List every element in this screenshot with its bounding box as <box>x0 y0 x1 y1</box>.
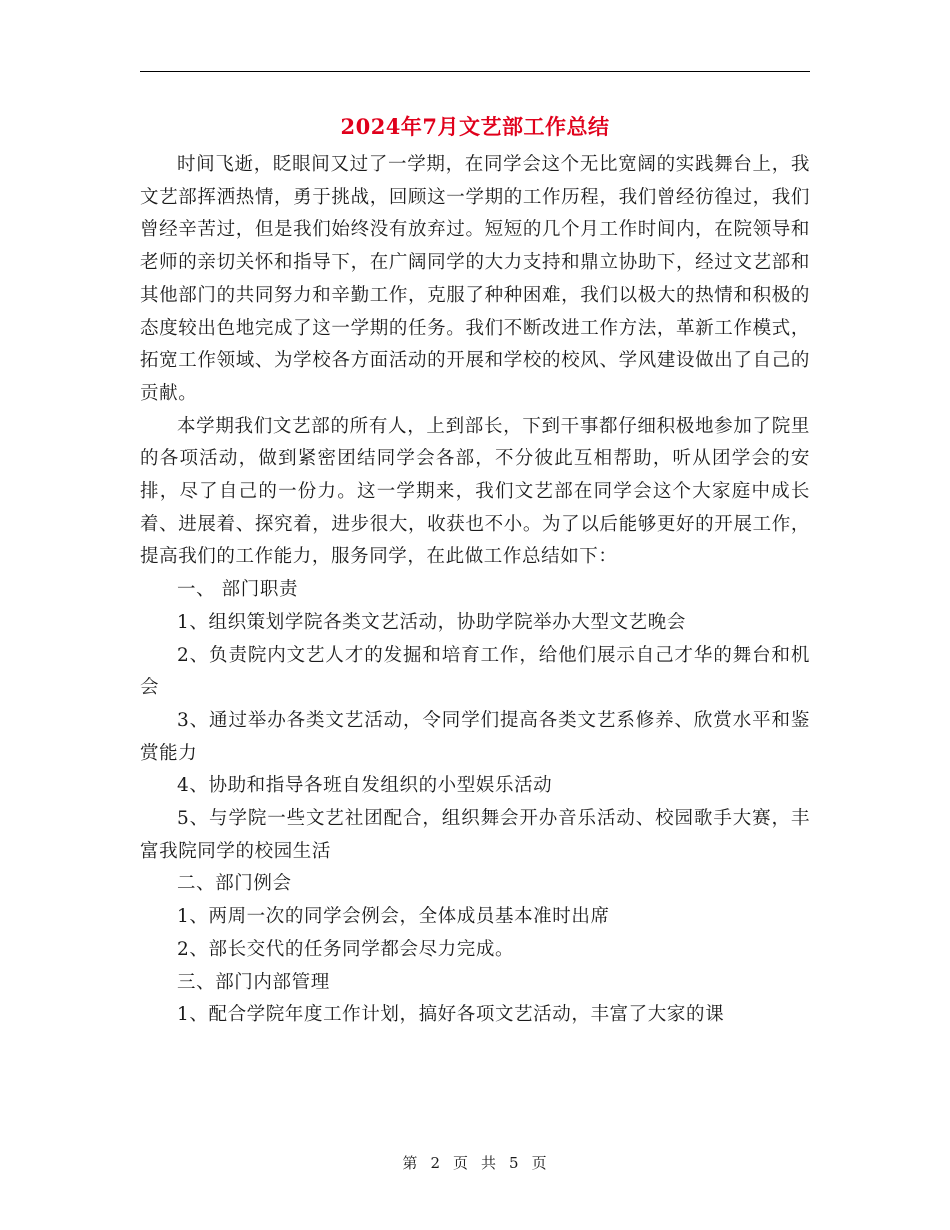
list-item: 4、协助和指导各班自发组织的小型娱乐活动 <box>177 775 553 797</box>
footer-total-word: 共 <box>481 1154 498 1172</box>
footer-prefix: 第 <box>402 1154 419 1172</box>
document-body <box>140 149 810 1032</box>
section-heading-duties: 一、 部门职责 <box>177 579 299 601</box>
section-heading-meetings: 二、部门例会 <box>177 873 292 895</box>
list-item: 1、配合学院年度工作计划，搞好各项文艺活动，丰富了大家的课 <box>177 1004 725 1026</box>
list-item: 2、负责院内文艺人才的发掘和培育工作，给他们展示自己才华的舞台和机会 <box>140 644 810 699</box>
page-footer <box>0 1152 950 1173</box>
list-item: 1、两周一次的同学会例会，全体成员基本准时出席 <box>177 906 610 928</box>
list-item: 3、通过举办各类文艺活动，令同学们提高各类文艺系修养、欣赏水平和鉴赏能力 <box>140 709 810 764</box>
footer-page-word: 页 <box>452 1154 469 1172</box>
paragraph-summary: 本学期我们文艺部的所有人，上到部长，下到干事都仔细积极地参加了院里的各项活动，做到紧密团结同学会各部，不分彼此互相帮助，听从团学会的安排，尽了自己的一份力。这一学期来，我们文艺部在同学会这个大家庭中成长着、进展着、探究着，进步很大，收获也不小。为了以后能够更好的开展工作，提高我们的工作能力，服务同学，在此做工作总结如下： <box>140 415 810 568</box>
paragraph-intro: 时间飞逝，眨眼间又过了一学期，在同学会这个无比宽阔的实践舞台上，我文艺部挥洒热情，勇于挑战，回顾这一学期的工作历程，我们曾经彷徨过，我们曾经辛苦过，但是我们始终没有放弃过。短短的几个月工作时间内，在院领导和老师的亲切关怀和指导下，在广阔同学的大力支持和鼎立协助下，经过文艺部和其他部门的共同努力和辛勤工作，克服了种种困难，我们以极大的热情和积极的态度较出色地完成了这一学期的任务。我们不断改进工作方法，革新工作模式，拓宽工作领域、为学校各方面活动的开展和学校的校风、学风建设做出了自己的贡献。 <box>140 154 810 404</box>
footer-suffix: 页 <box>531 1154 548 1172</box>
section-heading-management: 三、部门内部管理 <box>177 971 330 993</box>
list-item: 2、部长交代的任务同学都会尽力完成。 <box>177 938 515 960</box>
document-title: 2024年7月文艺部工作总结 <box>340 114 610 139</box>
header-rule <box>140 71 810 72</box>
list-item: 5、与学院一些文艺社团配合，组织舞会开办音乐活动、校园歌手大赛，丰富我院同学的校园生活 <box>140 808 810 862</box>
footer-total-pages: 5 <box>509 1154 520 1172</box>
footer-current-page: 2 <box>430 1154 441 1172</box>
list-item: 1、组织策划学院各类文艺活动，协助学院举办大型文艺晚会 <box>177 611 686 633</box>
